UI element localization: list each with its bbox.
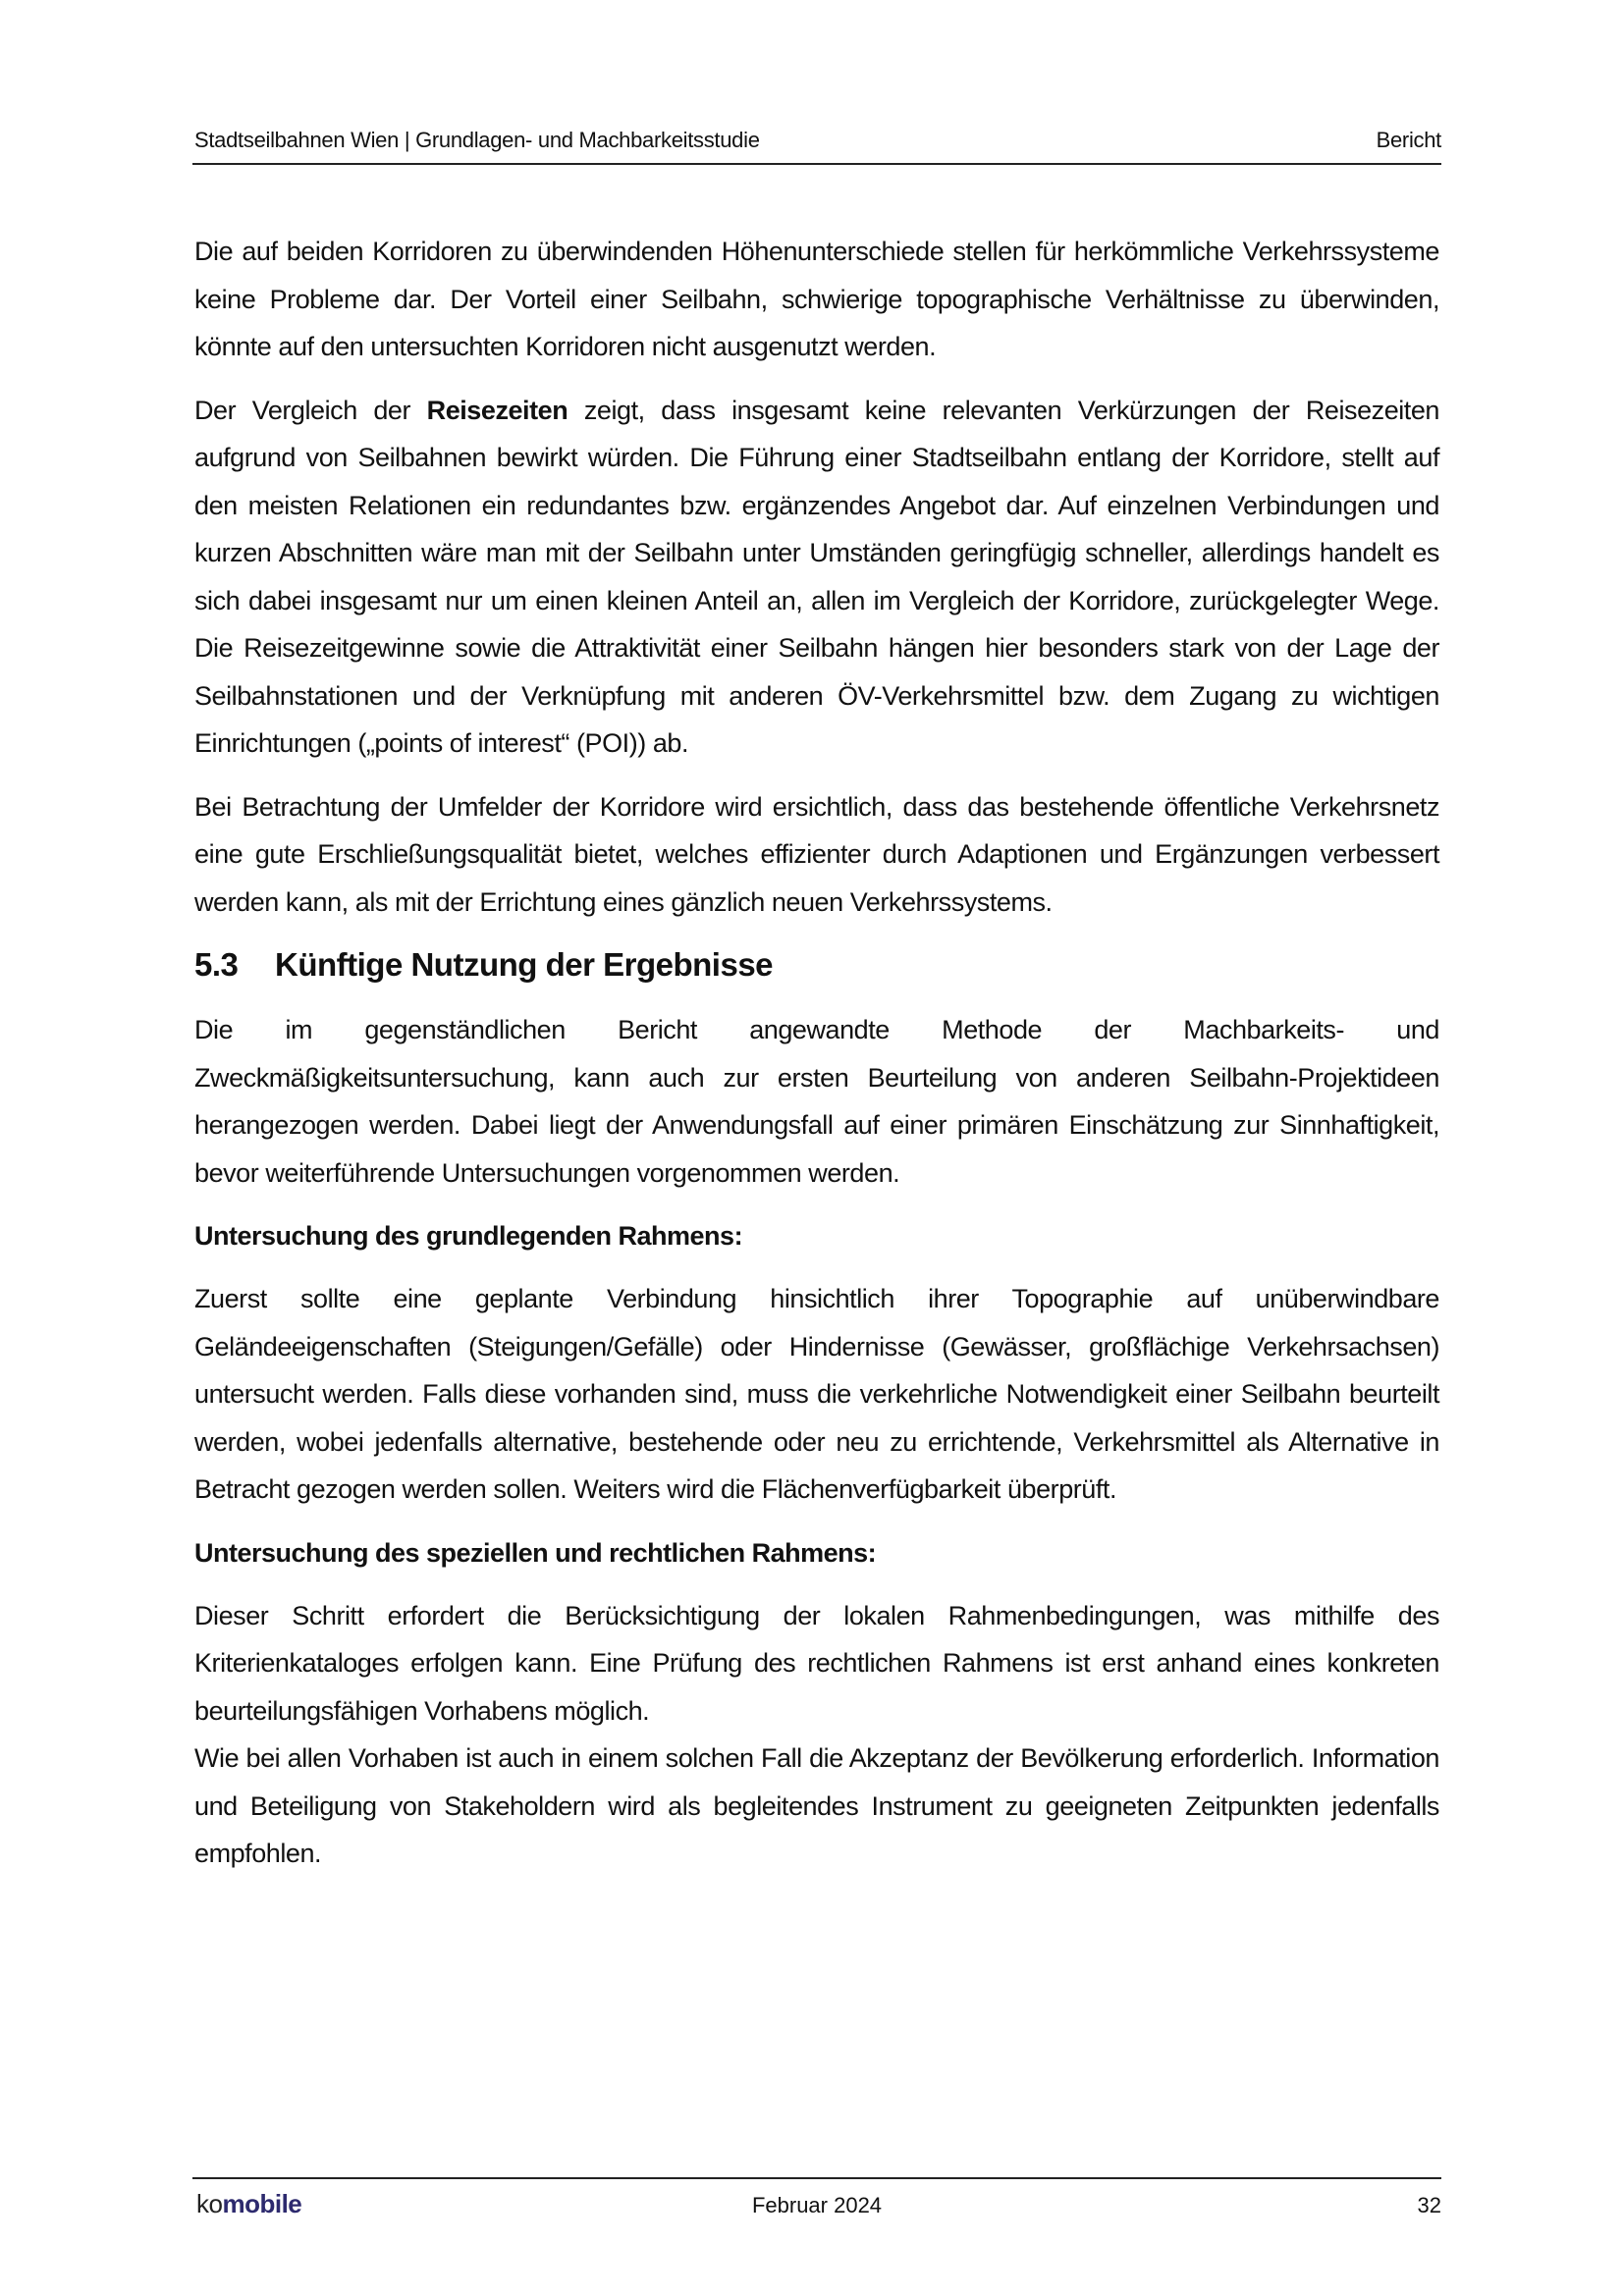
paragraph-rahmenbedingungen: Dieser Schritt erfordert die Berücksichtigung der lokalen Rahmenbedingungen, was mithilfe des Kriterienkataloges erfolgen kann. Eine Prüfung des rechtlichen Rahmens ist erst anhand eines konkreten beurteilungsfähigen Vorhabens möglich. bbox=[194, 1600, 1439, 1726]
logo-text-ko: ko bbox=[196, 2189, 223, 2218]
subheading-rechtlicher-rahmen: Untersuchung des speziellen und rechtlichen Rahmens: bbox=[194, 1537, 877, 1568]
header-divider bbox=[192, 163, 1441, 165]
document-type: Bericht bbox=[1376, 128, 1441, 152]
paragraph-reisezeiten bbox=[194, 387, 1439, 768]
page-content bbox=[194, 228, 1439, 1878]
section-number: 5.3 bbox=[194, 946, 239, 983]
page-number: 32 bbox=[1417, 2193, 1441, 2217]
logo-text-mobile: mobile bbox=[222, 2189, 302, 2218]
paragraph-methode: Die im gegenständlichen Bericht angewandte Methode der Machbarkeits- und Zweckmäßigkeitsuntersuchung, kann auch zur ersten Beurteilung von anderen Seilbahn-Projektideen herangezogen werden. Dabei liegt der Anwendungsfall auf einer primären Einschätzung zur Sinnhaftigkeit, bevor weiterführende Untersuchungen vorgenommen werden. bbox=[194, 1015, 1439, 1188]
paragraph-text: Der Vergleich der bbox=[194, 395, 427, 425]
page-header bbox=[192, 124, 1441, 167]
paragraph-hoehenunterschiede: Die auf beiden Korridoren zu überwindenden Höhenunterschiede stellen für herkömmliche Verkehrssysteme keine Probleme dar. Der Vorteil einer Seilbahn, schwierige topographische Verhältnisse zu überwinden, könnte auf den untersuchten Korridoren nicht ausgenutzt werden. bbox=[194, 237, 1439, 361]
paragraph-text: zeigt, dass insgesamt keine relevanten Verkürzungen der Reisezeiten aufgrund von Seilbahnen bewirkt würden. Die Führung einer Stadtseilbahn entlang der Korridore, stellt auf den meisten Relationen ein redundantes bzw. ergänzendes Angebot dar. Auf einzelnen Verbindungen und kurzen Abschnitten wäre man mit der Seilbahn unter Umständen geringfügig schneller, allerdings handelt es sich dabei insgesamt nur um einen kleinen Anteil an, allen im Vergleich der Korridore, zurückgelegter Wege. Die Reisezeitgewinne sowie die Attraktivität einer Seilbahn hängen hier besonders stark von der Lage der Seilbahnstationen und der Verknüpfung mit anderen ÖV-Verkehrsmittel bzw. dem Zugang zu wichtigen Einrichtungen („points of interest“ (POI)) ab. bbox=[194, 395, 1439, 758]
footer-divider bbox=[192, 2177, 1441, 2179]
bold-term-reisezeiten: Reisezeiten bbox=[426, 395, 568, 425]
paragraph-umfelder: Bei Betrachtung der Umfelder der Korridore wird ersichtlich, dass das bestehende öffentliche Verkehrsnetz eine gute Erschließungsqualität bietet, welches effizienter durch Adaptionen und Ergänzungen verbessert werden kann, als mit der Errichtung eines gänzlich neuen Verkehrssystems. bbox=[194, 791, 1439, 917]
subheading-grundlegender-rahmen: Untersuchung des grundlegenden Rahmens: bbox=[194, 1221, 743, 1251]
page-footer bbox=[192, 2177, 1441, 2236]
document-title: Stadtseilbahnen Wien | Grundlagen- und Machbarkeitsstudie bbox=[194, 128, 760, 152]
paragraph-topographie: Zuerst sollte eine geplante Verbindung hinsichtlich ihrer Topographie auf unüberwindbare Geländeeigenschaften (Steigungen/Gefälle) oder Hindernisse (Gewässer, großflächige Verkehrsachsen) untersucht werden. Falls diese vorhanden sind, muss die verkehrliche Notwendigkeit einer Seilbahn beurteilt werden, wobei jedenfalls alternative, bestehende oder neu zu errichtende, Verkehrsmittel als Alternative in Betracht gezogen werden sollen. Weiters wird die Flächenverfügbarkeit überprüft. bbox=[194, 1284, 1439, 1504]
paragraph-akzeptanz: Wie bei allen Vorhaben ist auch in einem solchen Fall die Akzeptanz der Bevölkerung erforderlich. Information und Beteiligung von Stakeholdern wird als begleitendes Instrument zu geeigneten Zeitpunkten jedenfalls empfohlen. bbox=[194, 1743, 1439, 1868]
section-title: Künftige Nutzung der Ergebnisse bbox=[275, 946, 774, 983]
publication-date: Februar 2024 bbox=[751, 2193, 883, 2217]
section-heading bbox=[194, 941, 1439, 988]
